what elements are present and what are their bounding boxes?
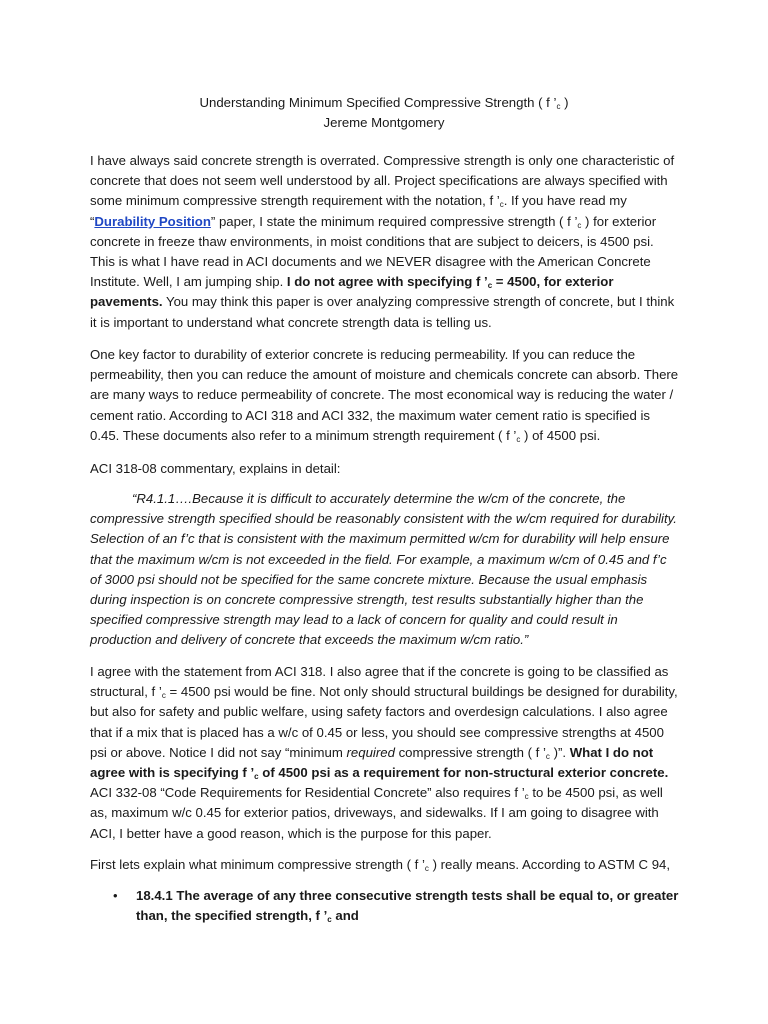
bullet-text: 18.4.1 The average of any three consecutive strength tests shall be equal to, or greater than, the specified strength, f $’_c$ and xyxy=(136,888,679,925)
durability-position-link[interactable]: Durability Position xyxy=(94,213,211,229)
paragraph-minimum-strength: First lets explain what minimum compressive strength ( f $’_c$ ) really means. According to ASTM C 94, xyxy=(90,857,671,873)
paragraph-intro: I have always said concrete strength is overrated. Compressive strength is only one characteristic of concrete that does not seem well understood by all. Project specifications are always specified with some minimum compressive strength requirement with the notation, f $’_c$. If you have read my “Durability Position” paper, I state the minimum required compressive strength ( f $’_c$ ) for exterior concrete in freeze thaw environments, in moist conditions that are subject to deicers, is 4500 psi. This is what I have read in ACI documents and we NEVER disagree with the American Concrete Institute. Well, I am jumping ship. I do not agree with specifying f $’_c = 4500$, for exterior pavements. You may think this paper is over analyzing compressive strength of concrete, but I think it is important to understand what concrete strength data is telling us. xyxy=(90,153,675,330)
paragraph-aci-commentary: ACI 318-08 commentary, explains in detail: xyxy=(90,461,341,476)
document-title: Understanding Minimum Specified Compressive Strength ( f $’_c$ ) xyxy=(199,95,569,111)
paragraph-permeability: One key factor to durability of exterior concrete is reducing permeability. If you can reduce the permeability, then you can reduce the amount of moisture and chemicals concrete can absorb. There are many ways to reduce permeability of concrete. The most economical way is reducing the water / cement ratio. According to ACI 318 and ACI 332, the maximum water cement ratio is specified is 0.45. These documents also refer to a minimum strength requirement ( f $’_c$ ) of 4500 psi. xyxy=(90,347,679,444)
bullet-icon: • xyxy=(113,888,118,903)
aci-quote-block: “R4.1.1….Because it is difficult to accurately determine the w/cm of the concrete, the compressive strength specified should be reasonably consistent with the w/cm required for durability. Selection of an f’c that is consistent with the maximum permitted w/cm for durability will help ensure that the maximum w/cm is not exceeded in the field. For example, a maximum w/cm of 0.45 and f’c of 3000 psi should not be specified for the same concrete mixture. Because the usual emphasis during inspection is on concrete compressive strength, test results substantially higher than the specified compressive strength may lead to a lack of concern for quality and could result in production and delivery of concrete that exceeds the maximum w/cm ratio.” xyxy=(90,491,677,648)
document-author: Jereme Montgomery xyxy=(323,115,445,130)
paragraph-agreement: I agree with the statement from ACI 318. I also agree that if the concrete is going to be classified as structural, f $’_c = 4500$ psi would be fine. Not only should structural buildings be designed for durability, but also for safety and public welfare, using safety factors and overdesign calculations. I also agree that if a mix that is placed has a w/c of 0.45 or less, you should see compressive strengths at 4500 psi or above. Notice I did not say “minimum required compressive strength ( f $’_c$ )”. What I do not agree with is specifying f $’_c$ of 4500 psi as a requirement for non-structural exterior concrete. ACI 332-08 “Code Requirements for Residential Concrete” also requires f $’_c$ to be 4500 psi, as well as, maximum w/c 0.45 for exterior patios, driveways, and sidewalks. If I am going to disagree with ACI, I better have a good reason, which is the purpose for this paper. xyxy=(90,664,678,841)
